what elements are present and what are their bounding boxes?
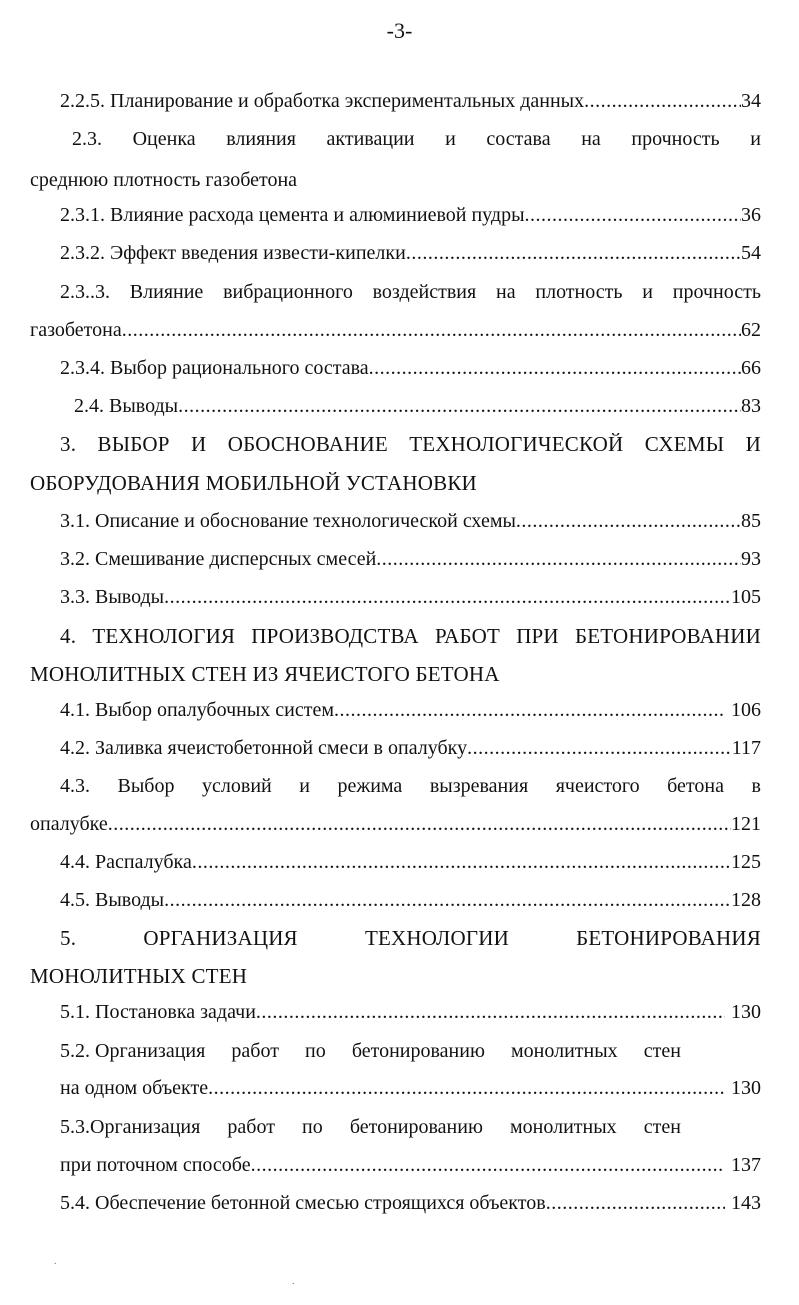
word: 2.3..3. [60,281,110,303]
word: прочность [631,128,720,150]
toc-entry-page: 54 [741,242,761,264]
toc-entry-2-2-5 [60,90,761,113]
word: 5. [60,926,77,950]
toc-entry-2-3-line1 [72,128,761,151]
toc-chapter-3-line2: ОБОРУДОВАНИЯ МОБИЛЬНОЙ УСТАНОВКИ [30,471,477,495]
leader-dots [525,204,741,227]
toc-entry-title: 4.2. Заливка ячеистобетонной смеси в опалубку [60,737,468,759]
toc-entry-title: 5.1. Постановка задачи [60,1001,256,1023]
word: 5.3.Организация [60,1116,201,1138]
toc-entry-5-2-line1 [60,1040,681,1063]
toc-entry-title: 3.2. Смешивание дисперсных смесей [60,548,377,570]
toc-entry-title: 3.3. Выводы [60,586,165,608]
toc-entry-title: на одном объекте [60,1077,209,1099]
toc-entry-4-3-line2 [30,813,761,836]
toc-entry-4-3-line1 [60,775,761,798]
toc-entry-3-3 [60,586,761,609]
leader-dots [192,851,731,874]
toc-entry-title: при поточном способе [60,1154,251,1176]
word: бетонированию [351,1040,485,1062]
word: по [302,1116,323,1138]
word: прочность [672,281,761,303]
toc-entry-2-4 [74,395,761,418]
word: и [642,281,653,303]
toc-entry-title: 4.4. Распалубка [60,851,192,873]
word: ячеистого [555,775,640,797]
toc-entry-page: 36 [741,204,761,226]
toc-entry-4-4 [60,851,761,874]
word: на [496,281,516,303]
leader-dots [516,510,741,533]
word: Оценка [132,128,196,150]
toc-entry-2-3-4 [60,357,761,380]
toc-entry-page: 66 [741,357,761,379]
leader-dots [164,889,731,912]
toc-entry-title: 2.3.1. Влияние расхода цемента и алюминиевой пудры [60,204,525,226]
toc-entry-5-3-line2 [60,1154,761,1177]
word: вибрационного [223,281,353,303]
toc-entry-page: 121 [731,813,761,835]
word: и [299,775,310,797]
toc-entry-2-3-2 [60,242,761,265]
toc-entry-page: 85 [741,510,761,532]
toc-entry-page: 106 [731,699,761,721]
leader-dots [164,586,731,609]
word: режима [337,775,403,797]
word: БЕТОНИРОВАНИИ [574,624,761,648]
toc-entry-title: 2.4. Выводы [74,395,179,417]
word: вызревания [429,775,529,797]
word: активации [326,128,415,150]
toc-entry-page: 130 [731,1077,761,1099]
toc-chapter-4-line2: МОНОЛИТНЫХ СТЕН ИЗ ЯЧЕИСТОГО БЕТОНА [30,662,500,686]
toc-entry-5-4 [60,1192,761,1215]
word: плотность [535,281,623,303]
toc-entry-title: 2.3.4. Выбор рационального состава [60,357,369,379]
toc-entry-2-3-line2: среднюю плотность газобетона [30,169,298,191]
leader-dots [467,737,732,760]
toc-entry-5-1 [60,1001,761,1024]
word: И [191,432,207,456]
toc-entry-page: 128 [731,889,761,911]
toc-entry-page: 130 [731,1001,761,1023]
toc-entry-page: 34 [741,90,761,112]
toc-entry-4-1 [60,699,761,722]
toc-entry-title: 2.2.5. Планирование и обработка экспериментальных данных [60,90,585,112]
toc-chapter-5-line2: МОНОЛИТНЫХ СТЕН [30,964,248,988]
toc-entry-2-3-3-line1 [60,281,761,304]
word: ВЫБОР [97,432,170,456]
toc-entry-page: 125 [731,851,761,873]
toc-entry-page: 83 [741,395,761,417]
toc-chapter-4-line1 [60,624,761,649]
leader-dots [406,242,741,265]
word: 3. [60,432,77,456]
scan-mark: . [292,1276,295,1287]
toc-entry-page: 137 [731,1154,761,1176]
word: ПРИ [516,624,559,648]
word: работ [231,1040,279,1062]
toc-entry-title: 3.1. Описание и обоснование технологической схемы [60,510,516,532]
toc-entry-title: опалубке [30,813,108,835]
word: 2.3. [72,128,102,150]
word: состава [486,128,551,150]
toc-entry-4-2 [60,737,761,760]
leader-dots [369,357,741,380]
toc-entry-page: 93 [741,548,761,570]
toc-entry-title: 4.1. Выбор опалубочных систем [60,699,335,721]
toc-entry-title: 4.5. Выводы [60,889,165,911]
word: влияния [226,128,296,150]
word: И [745,432,761,456]
word: монолитных [511,1040,618,1062]
toc-entry-2-3-1 [60,204,761,227]
leader-dots [584,90,741,113]
word: на [581,128,601,150]
word: по [305,1040,326,1062]
word: БЕТОНИРОВАНИЯ [576,926,761,950]
word: СХЕМЫ [644,432,725,456]
word: ТЕХНОЛОГИИ [364,926,509,950]
leader-dots [251,1154,725,1177]
word: 4. [60,624,77,648]
word: ОБОСНОВАНИЕ [227,432,388,456]
toc-entry-page: 117 [731,737,761,759]
word: 5.2. Организация [60,1040,206,1062]
toc-entry-3-2 [60,548,761,571]
toc-entry-page: 105 [731,586,761,608]
toc-entry-page: 143 [731,1192,761,1214]
word: РАБОТ [434,624,501,648]
word: работ [227,1116,275,1138]
leader-dots [122,319,741,342]
toc-entry-title: 5.4. Обеспечение бетонной смесью строящихся объектов [60,1192,546,1214]
toc-entry-4-5 [60,889,761,912]
toc-entry-page: 62 [741,319,761,341]
word: Влияние [129,281,204,303]
word: ТЕХНОЛОГИЯ [92,624,236,648]
leader-dots [334,699,725,722]
leader-dots [546,1192,725,1215]
leader-dots [256,1001,725,1024]
page-number: -3- [386,18,413,43]
toc-entry-2-3-3-line2 [30,319,761,342]
scan-mark: . [54,1256,57,1267]
word: бетона [667,775,724,797]
toc-chapter-5-line1 [60,926,761,951]
toc-entry-5-3-line1 [60,1116,681,1139]
toc-entry-3-1 [60,510,761,533]
word: и [750,128,761,150]
word: Выбор [117,775,175,797]
word: бетонированию [349,1116,483,1138]
word: и [445,128,456,150]
word: в [751,775,761,797]
leader-dots [208,1077,725,1100]
word: стен [643,1116,681,1138]
leader-dots [376,548,741,571]
word: условий [202,775,272,797]
word: 4.3. [60,775,90,797]
word: ТЕХНОЛОГИЧЕСКОЙ [409,432,624,456]
leader-dots [108,813,731,836]
leader-dots [178,395,741,418]
toc-entry-title: газобетона [30,319,122,341]
word: ПРОИЗВОДСТВА [251,624,419,648]
toc-chapter-3-line1 [60,432,761,457]
word: монолитных [510,1116,617,1138]
word: стен [643,1040,681,1062]
word: ОРГАНИЗАЦИЯ [143,926,298,950]
toc-entry-title: 2.3.2. Эффект введения извести-кипелки [60,242,406,264]
toc-entry-5-2-line2 [60,1077,761,1100]
word: воздействия [372,281,477,303]
